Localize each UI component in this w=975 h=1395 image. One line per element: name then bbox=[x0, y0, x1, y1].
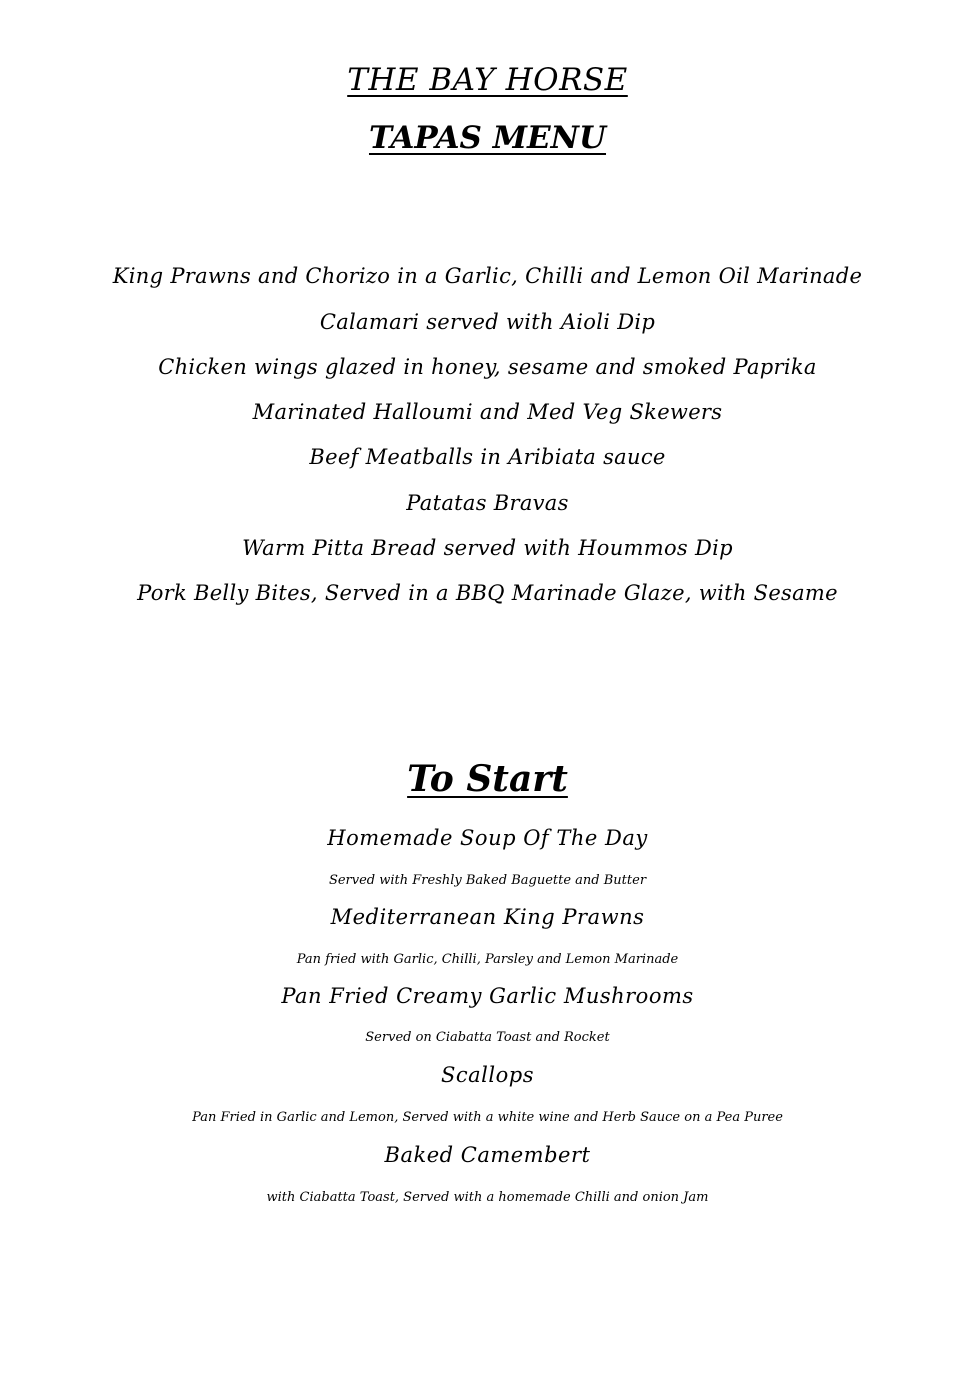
restaurant-name: THE BAY HORSE bbox=[347, 62, 628, 98]
dish-name: Mediterranean King Prawns bbox=[330, 905, 645, 929]
tapas-item: Chicken wings glazed in honey, sesame and smoked Paprika bbox=[158, 355, 817, 379]
menu-title: TAPAS MENU bbox=[368, 120, 607, 156]
dish-name: Homemade Soup Of The Day bbox=[327, 826, 648, 850]
tapas-item: Beef Meatballs in Aribiata sauce bbox=[309, 445, 666, 469]
dish-name: Pan Fried Creamy Garlic Mushrooms bbox=[281, 984, 694, 1008]
tapas-item: Calamari served with Aioli Dip bbox=[319, 310, 656, 334]
tapas-item: Patatas Bravas bbox=[406, 491, 569, 515]
dish-description: Served with Freshly Baked Baguette and Butter bbox=[328, 873, 647, 888]
dish-description: Pan fried with Garlic, Chilli, Parsley and Lemon Marinade bbox=[296, 952, 679, 967]
tapas-item: Marinated Halloumi and Med Veg Skewers bbox=[252, 400, 723, 424]
dish-name: Baked Camembert bbox=[384, 1143, 591, 1167]
tapas-item: Pork Belly Bites, Served in a BBQ Marinade Glaze, with Sesame bbox=[137, 581, 838, 605]
dish-description: Pan Fried in Garlic and Lemon, Served with a white wine and Herb Sauce on a Pea Puree bbox=[192, 1110, 783, 1125]
dish-description: with Ciabatta Toast, Served with a homemade Chilli and onion Jam bbox=[266, 1190, 709, 1205]
dish-description: Served on Ciabatta Toast and Rocket bbox=[365, 1030, 610, 1045]
tapas-item: Warm Pitta Bread served with Hoummos Dip bbox=[242, 536, 733, 560]
dish-name: Scallops bbox=[441, 1063, 534, 1087]
section-title-to-start: To Start bbox=[407, 758, 568, 800]
tapas-item: King Prawns and Chorizo in a Garlic, Chilli and Lemon Oil Marinade bbox=[112, 264, 863, 288]
